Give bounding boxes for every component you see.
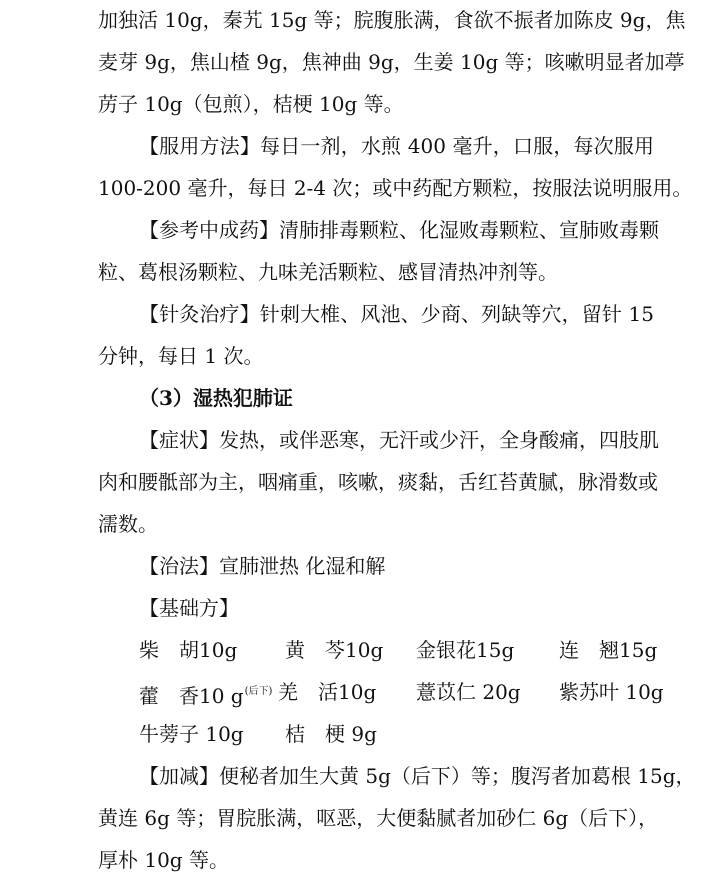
- ingredient-huoxiang: [139, 678, 272, 710]
- ingredient-lianqiao: 连 翘15g: [559, 638, 658, 662]
- ingredient-niubangzi: 牛蒡子 10g: [139, 722, 244, 746]
- text-line: 厚朴 10g 等。: [98, 848, 229, 872]
- text-line: 加独活 10g，秦艽 15g 等；脘腹胀满，食欲不振者加陈皮 9g，焦: [98, 8, 686, 32]
- section-base-formula: 【基础方】: [139, 596, 239, 620]
- ingredient-jiegeng: 桔 梗 9g: [285, 722, 377, 746]
- section-usage: 【服用方法】每日一剂，水煎 400 毫升，口服，每次服用: [139, 134, 654, 158]
- ingredient-huoxiang-text: 藿 香10 g: [139, 684, 244, 708]
- text-line: 苈子 10g（包煎），桔梗 10g 等。: [98, 92, 404, 116]
- text-line: 黄连 6g 等；胃脘胀满，呕恶，大便黏腻者加砂仁 6g（后下），: [98, 806, 659, 830]
- text-line: 100-200 毫升，每日 2-4 次；或中药配方颗粒，按服法说明服用。: [98, 176, 693, 200]
- text-line: 肉和腰骶部为主，咽痛重，咳嗽，痰黏，舌红苔黄腻，脉滑数或: [98, 470, 658, 494]
- ingredient-yiyiren: 薏苡仁 20g: [416, 680, 521, 704]
- ingredient-zisuye: 紫苏叶 10g: [559, 680, 664, 704]
- ingredient-huangqin: 黄 芩10g: [285, 638, 384, 662]
- section-treatment: 【治法】宣肺泄热 化湿和解: [139, 554, 386, 578]
- text-line: 濡数。: [98, 512, 158, 536]
- ingredient-qianghuo: 羌 活10g: [278, 680, 377, 704]
- text-line: 麦芽 9g，焦山楂 9g，焦神曲 9g，生姜 10g 等；咳嗽明显者加葶: [98, 50, 685, 74]
- section-reference-medicine: 【参考中成药】清肺排毒颗粒、化湿败毒颗粒、宣肺败毒颗: [139, 218, 659, 242]
- section-modification: 【加减】便秘者加生大黄 5g（后下）等；腹泻者加葛根 15g，: [139, 764, 696, 788]
- section-acupuncture: 【针灸治疗】针刺大椎、风池、少商、列缺等穴，留针 15: [139, 302, 654, 326]
- text-line: 分钟，每日 1 次。: [98, 344, 264, 368]
- text-line: 粒、葛根汤颗粒、九味羌活颗粒、感冒清热冲剂等。: [98, 260, 558, 284]
- ingredient-chaihu: 柴 胡10g: [139, 638, 238, 662]
- ingredient-note: (后下): [244, 686, 273, 697]
- ingredient-jinyinhua: 金银花15g: [416, 638, 515, 662]
- section-heading: （3）湿热犯肺证: [139, 386, 293, 410]
- section-symptoms: 【症状】发热，或伴恶寒，无汗或少汗，全身酸痛，四肢肌: [139, 428, 659, 452]
